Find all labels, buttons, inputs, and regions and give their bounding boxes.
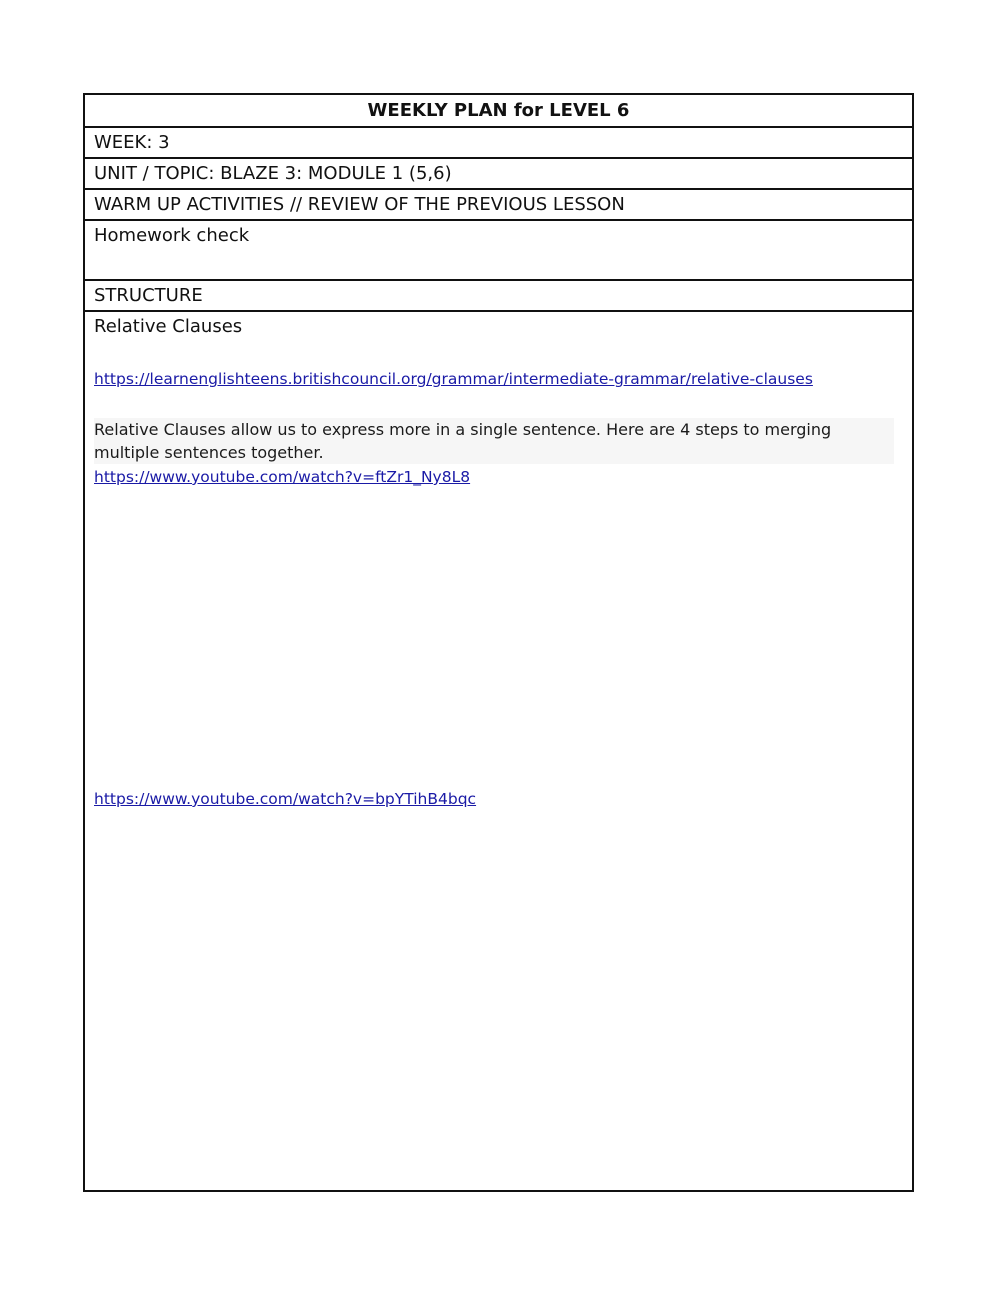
week-row: WEEK: 3 — [85, 128, 912, 159]
unit-topic-row: UNIT / TOPIC: BLAZE 3: MODULE 1 (5,6) — [85, 159, 912, 190]
homework-check-row: Homework check — [85, 221, 912, 281]
structure-header-row: STRUCTURE — [85, 281, 912, 312]
structure-content-cell — [85, 312, 912, 1190]
weekly-plan-table — [83, 93, 914, 1192]
relative-clauses-heading: Relative Clauses — [94, 316, 243, 337]
youtube-link-1[interactable]: https://www.youtube.com/watch?v=ftZr1_Ny8L8 — [94, 468, 471, 486]
plan-title: WEEKLY PLAN for LEVEL 6 — [85, 95, 912, 128]
warm-up-header-row: WARM UP ACTIVITIES // REVIEW OF THE PREVIOUS LESSON — [85, 190, 912, 221]
relative-clauses-description: Relative Clauses allow us to express more in a single sentence. Here are 4 steps to merging multiple sentences together. — [94, 418, 894, 464]
youtube-link-2[interactable]: https://www.youtube.com/watch?v=bpYTihB4bqc — [94, 790, 477, 808]
british-council-link[interactable]: https://learnenglishteens.britishcouncil.org/grammar/intermediate-grammar/relative-clauses — [94, 370, 813, 388]
